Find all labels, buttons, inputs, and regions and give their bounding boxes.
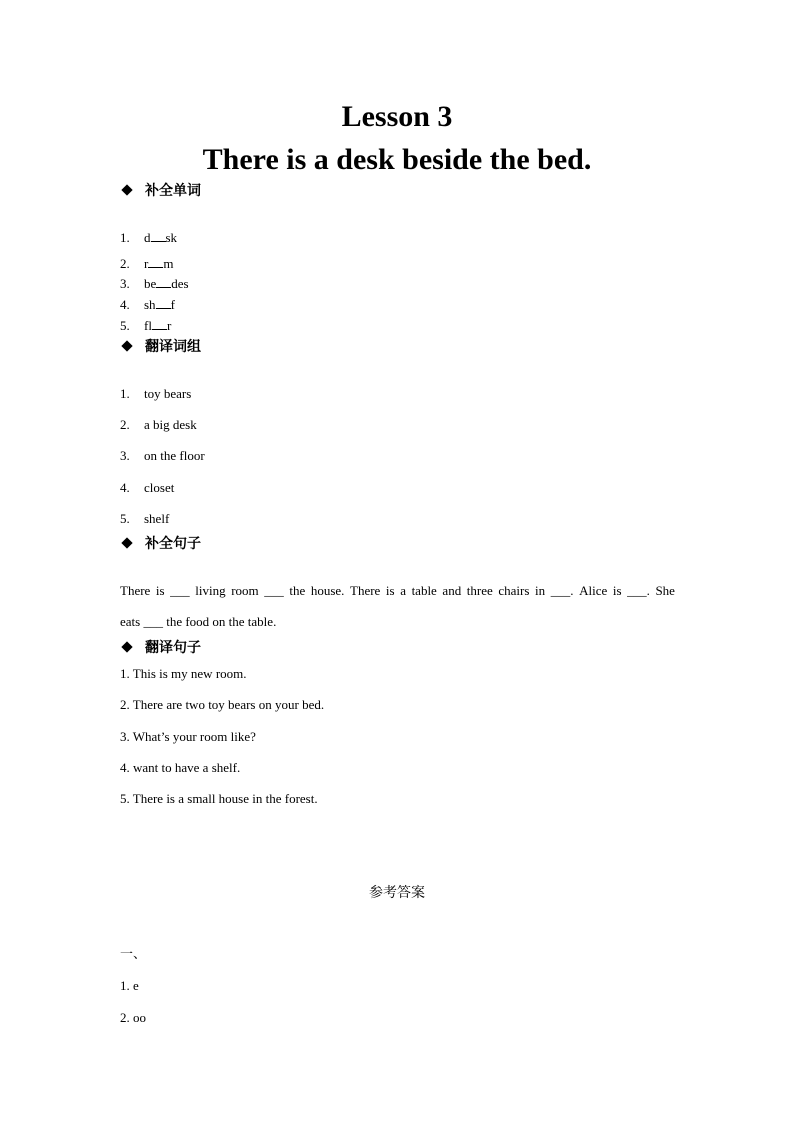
answer-part-label: 一、 bbox=[120, 947, 147, 962]
section-header-complete-sentences bbox=[120, 533, 201, 553]
list-item: 3. be des bbox=[120, 276, 189, 291]
sentence-item: 5. There is a small house in the forest. bbox=[120, 791, 318, 806]
section-label: 翻译词组 bbox=[145, 339, 201, 355]
diamond-bullet-icon bbox=[121, 340, 132, 351]
blank-line bbox=[156, 276, 171, 288]
list-item: 1. d sk bbox=[120, 230, 178, 245]
blank-line bbox=[152, 318, 167, 330]
list-item: 5. shelf bbox=[120, 511, 170, 526]
list-item: 2. r m bbox=[120, 256, 174, 271]
answer-key-title: 参考答案 bbox=[369, 885, 425, 901]
lesson-number: Lesson 3 bbox=[341, 100, 453, 133]
sentence-item: 1. This is my new room. bbox=[120, 666, 247, 681]
diamond-bullet-icon bbox=[121, 184, 132, 195]
section-label: 翻译句子 bbox=[145, 640, 201, 656]
blank-line bbox=[156, 297, 171, 309]
list-item: 4. sh f bbox=[120, 297, 175, 312]
list-item: 2. a big desk bbox=[120, 417, 197, 432]
section-header-complete-words bbox=[120, 180, 201, 200]
list-item: 1. toy bears bbox=[120, 386, 192, 401]
section-label: 补全单词 bbox=[145, 183, 201, 199]
section-header-translate-phrases bbox=[120, 336, 201, 356]
cloze-line-1: There is ___ living room ___ the house. There is a table and three chairs in ___. Alice is ___. She bbox=[120, 583, 675, 598]
blank-line bbox=[148, 256, 163, 268]
blank-line bbox=[151, 230, 166, 242]
lesson-title: There is a desk beside the bed. bbox=[202, 143, 592, 176]
sentence-item: 3. What’s your room like? bbox=[120, 729, 256, 744]
diamond-bullet-icon bbox=[121, 641, 132, 652]
section-header-translate-sentences bbox=[120, 637, 201, 657]
diamond-bullet-icon bbox=[121, 537, 132, 548]
answer-item: 1. e bbox=[120, 978, 139, 993]
list-item: 4. closet bbox=[120, 480, 175, 495]
sentence-item: 4. want to have a shelf. bbox=[120, 760, 241, 775]
section-label: 补全句子 bbox=[145, 536, 201, 552]
list-item: 3. on the floor bbox=[120, 448, 205, 463]
cloze-line-2: eats ___ the food on the table. bbox=[120, 614, 277, 629]
sentence-item: 2. There are two toy bears on your bed. bbox=[120, 697, 325, 712]
list-item: 5. fl r bbox=[120, 318, 172, 333]
answer-item: 2. oo bbox=[120, 1010, 146, 1025]
